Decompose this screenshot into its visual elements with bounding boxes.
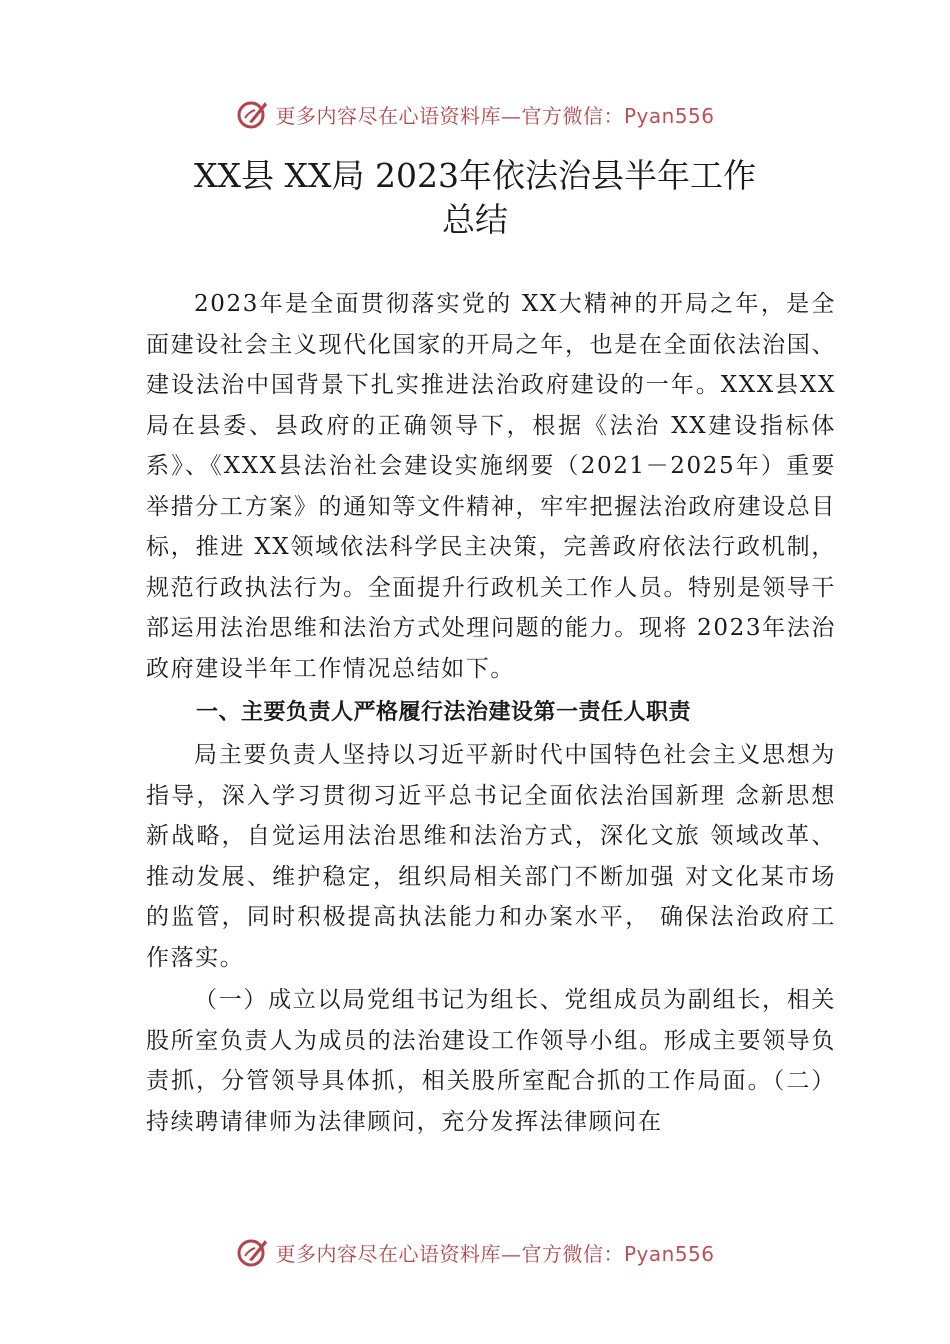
title-line-2: 总结: [442, 200, 508, 239]
title-line-1: XX县 XX局 2023年依法治县半年工作: [194, 156, 756, 195]
section-1-paragraph: 局主要负责人坚持以习近平新时代中国特色社会主义思想为指导，深入学习贯彻习近平总书记全面依法治国新理 念新思想新战略，自觉运用法治思维和法治方式，深化文旅 领域改革、推动发展、维护稳定，组织局相关部门不断加强 对文化某市场的监管，同时积极提高执法能力和办案水平， 确保法治政府工作落实。: [146, 742, 836, 971]
watermark-text: [275, 100, 714, 129]
watermark-banner-bottom: [0, 1232, 950, 1272]
watermark-banner-top: [0, 94, 950, 134]
document-body: [146, 284, 836, 1142]
watermark-text: [275, 1238, 714, 1267]
watermark-site: 更多内容尽在心语资料库: [275, 1241, 501, 1266]
watermark-wechat-label: 官方微信：: [521, 1241, 624, 1266]
watermark-wechat-id: Pyan556: [623, 1241, 715, 1266]
watermark-site: 更多内容尽在心语资料库: [275, 103, 501, 128]
quill-logo-icon: [235, 1234, 271, 1270]
watermark-dash: —: [500, 103, 522, 128]
document-title: [100, 154, 850, 242]
section-1-subitems: （一）成立以局党组书记为组长、党组成员为副组长，相关股所室负责人为成员的法治建设工作领导小组。形成主要领导负责抓，分管领导具体抓，相关股所室配合抓的工作局面。（二）持续聘请律师为法律顾问，充分发挥法律顾问在: [146, 987, 836, 1135]
watermark-wechat-id: Pyan556: [623, 103, 715, 128]
watermark-wechat-label: 官方微信：: [521, 103, 624, 128]
section-heading-1: 一、主要负责人严格履行法治建设第一责任人职责: [196, 700, 692, 725]
watermark-dash: —: [500, 1241, 522, 1266]
intro-paragraph: 2023年是全面贯彻落实党的 XX大精神的开局之年，是全面建设社会主义现代化国家的开局之年，也是在全面依法治国、建设法治中国背景下扎实推进法治政府建设的一年。XXX县XX局在县委、县政府的正确领导下，根据《法治 XX建设指标体系》、《XXX县法治社会建设实施纲要（2021－2025年）重要举措分工方案》的通知等文件精神，牢牢把握法治政府建设总目标，推进 XX领域依法科学民主决策，完善政府依法行政机制，规范行政执法行为。全面提升行政机关工作人员。特别是领导干部运用法治思维和法治方式处理问题的能力。现将 2023年法治政府建设半年工作情况总结如下。: [146, 291, 836, 682]
quill-logo-icon: [235, 96, 271, 132]
